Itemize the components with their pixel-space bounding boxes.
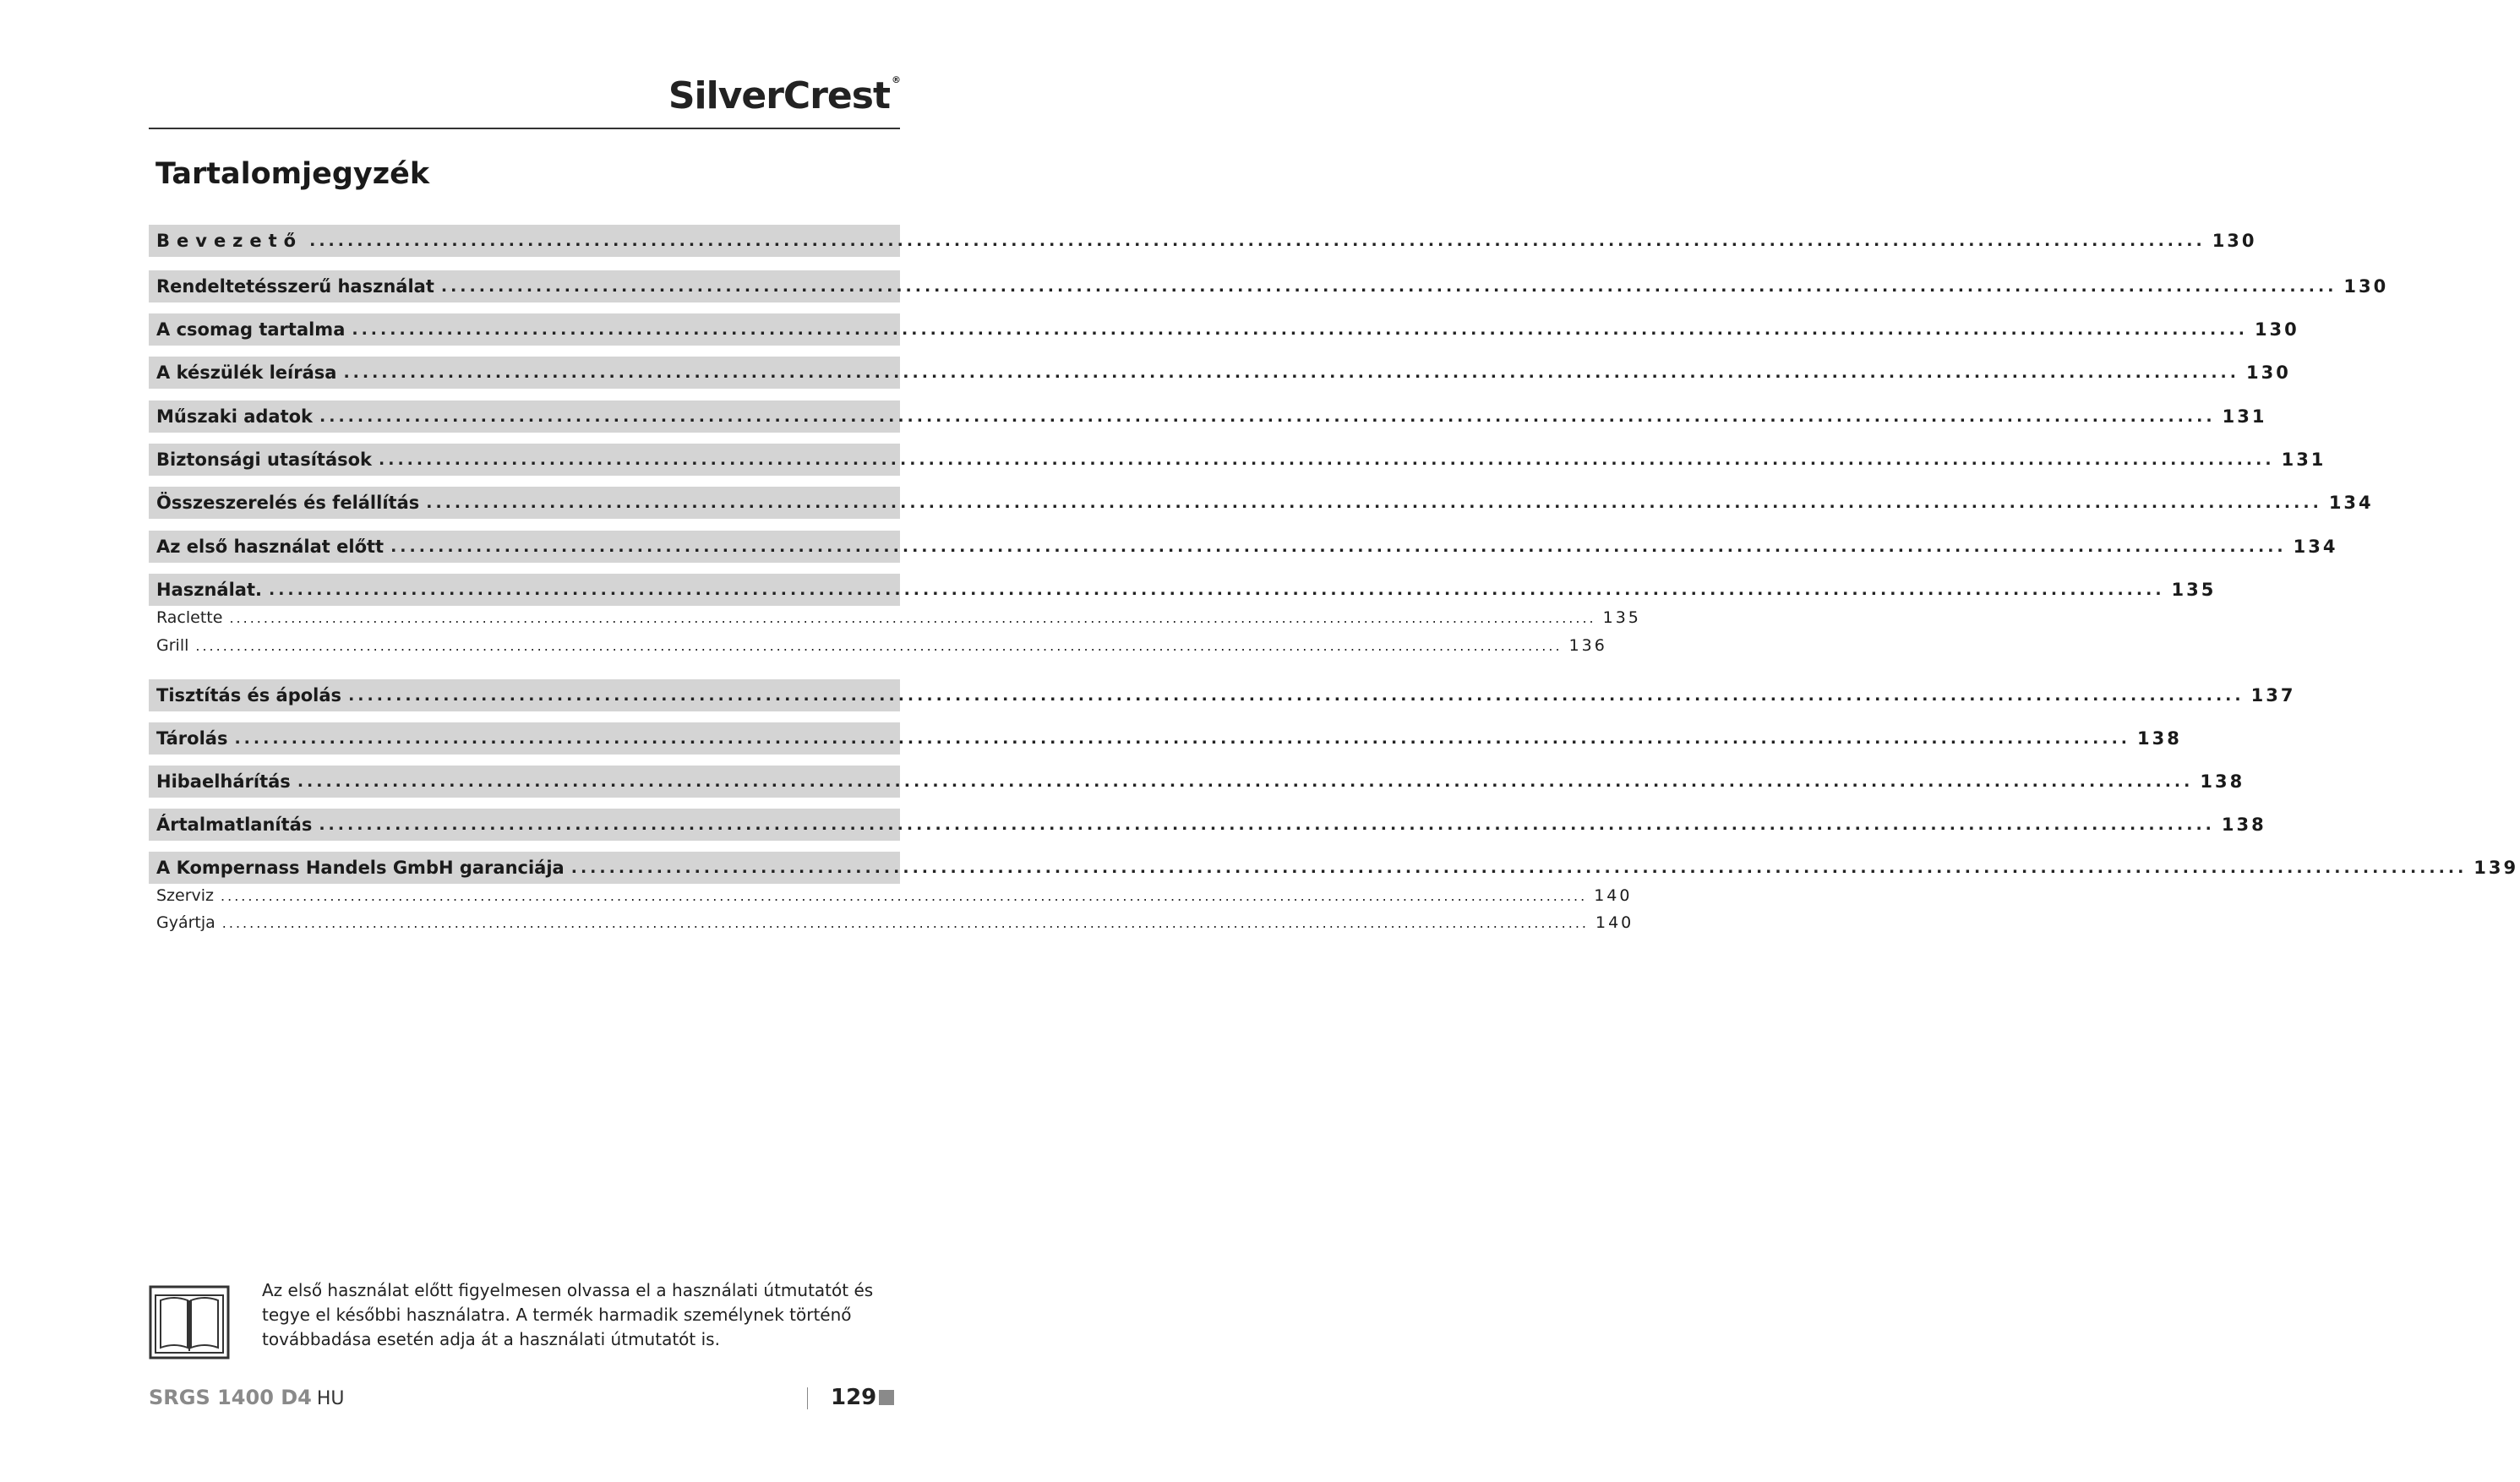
toc-entry-label: Tárolás	[156, 728, 228, 749]
footer-divider	[807, 1387, 808, 1409]
toc-entry-label: Ártalmatlanítás	[156, 815, 313, 835]
toc-entry-page: 130	[2212, 231, 2257, 251]
toc-entry-page: 138	[2200, 771, 2245, 792]
toc-subentry	[149, 909, 1634, 936]
reading-notice	[149, 1278, 909, 1363]
toc-entry-page: 130	[2246, 362, 2291, 383]
toc-leader-dots: ........................................................................................................................................................................................................	[343, 363, 2239, 382]
toc-entry-page: 130	[2343, 276, 2389, 297]
toc-entry-page: 138	[2137, 728, 2182, 749]
notice-text: Az első használat előtt figyelmesen olvassa el a használati útmutatót és tegye el későbbi használatra. A termék harmadik személynek történő továbbadása esetén adja át a használati útmutatót is.	[262, 1280, 874, 1349]
toc-entry-page: 135	[2171, 580, 2217, 600]
toc-entry-label: Grill	[156, 636, 189, 655]
toc-entry	[149, 444, 2326, 476]
footer-model	[149, 1386, 345, 1409]
toc-entry-label: Biztonsági utasítások	[156, 450, 373, 470]
toc-entry-page: 135	[1602, 608, 1641, 627]
page-marker	[879, 1390, 894, 1405]
toc-leader-dots: ........................................................................................................................................................................................................	[221, 914, 1589, 931]
toc-entry-label: Bevezető	[156, 231, 303, 251]
model-number: SRGS 1400 D4	[149, 1386, 312, 1409]
toc-leader-dots: ........................................................................................................................................................................................................	[268, 580, 2165, 599]
toc-entry-page: 140	[1594, 886, 1633, 905]
toc-entry	[149, 487, 2374, 519]
brand-logo	[668, 74, 900, 117]
toc-entry-page: 139	[2474, 858, 2519, 878]
header-rule	[149, 128, 900, 129]
toc-entry-page: 131	[2222, 406, 2267, 427]
toc-entry	[149, 809, 2266, 841]
toc-leader-dots: ........................................................................................................................................................................................................	[221, 887, 1588, 904]
toc-leader-dots: ........................................................................................................................................................................................................	[352, 320, 2248, 339]
toc-entry-page: 130	[2254, 319, 2299, 340]
toc-entry-page: 136	[1568, 636, 1607, 655]
toc-leader-dots: ........................................................................................................................................................................................................	[379, 450, 2275, 469]
toc-entry	[149, 574, 2217, 606]
toc-entry-label: Szerviz	[156, 886, 215, 905]
toc-entry	[149, 225, 2257, 257]
toc-entry-page: 140	[1595, 913, 1634, 932]
toc-entry-label: Összeszerelés és felállítás	[156, 493, 420, 513]
toc-entry-label: Gyártja	[156, 913, 215, 932]
toc-leader-dots: ........................................................................................................................................................................................................	[390, 537, 2287, 556]
toc-entry-label: Használat.	[156, 580, 262, 600]
toc-leader-dots: ........................................................................................................................................................................................................	[348, 686, 2245, 705]
toc-leader-dots: ........................................................................................................................................................................................................	[570, 858, 2468, 877]
toc-leader-dots: ........................................................................................................................................................................................................	[195, 637, 1563, 654]
toc-entry-page: 138	[2221, 815, 2266, 835]
toc-entry	[149, 679, 2296, 711]
toc-entry-label: A készülék leírása	[156, 362, 337, 383]
toc-subentry	[149, 882, 1633, 909]
toc-entry	[149, 766, 2245, 798]
toc-entry	[149, 357, 2291, 389]
toc-entry-label: Raclette	[156, 608, 223, 627]
toc-leader-dots: ........................................................................................................................................................................................................	[234, 729, 2131, 748]
toc-entry-label: Rendeltetésszerű használat	[156, 276, 434, 297]
language-code: HU	[316, 1388, 345, 1409]
toc-entry-page: 137	[2250, 685, 2296, 706]
toc-entry	[149, 400, 2267, 433]
toc-entry-label: Az első használat előtt	[156, 537, 385, 557]
book-icon	[149, 1285, 230, 1359]
page-number: 129	[831, 1385, 877, 1410]
toc-subentry	[149, 632, 1607, 659]
toc-leader-dots: ........................................................................................................................................................................................................	[229, 609, 1596, 626]
toc-entry	[149, 313, 2299, 346]
toc-entry-label: Műszaki adatok	[156, 406, 314, 427]
toc-entry-page: 134	[2328, 493, 2374, 513]
toc-entry-label: Tisztítás és ápolás	[156, 685, 342, 706]
toc-entry-label: Hibaelhárítás	[156, 771, 291, 792]
toc-entry-label: A Kompernass Handels GmbH garanciája	[156, 858, 565, 878]
toc-entry	[149, 722, 2182, 755]
toc-entry-page: 134	[2293, 537, 2338, 557]
toc-leader-dots: ........................................................................................................................................................................................................	[297, 772, 2194, 791]
toc-leader-dots: ........................................................................................................................................................................................................	[319, 815, 2215, 834]
page-title: Tartalomjegyzék	[155, 157, 430, 191]
toc-leader-dots: ........................................................................................................................................................................................................	[309, 232, 2206, 250]
toc-leader-dots: ........................................................................................................................................................................................................	[426, 493, 2322, 512]
toc-entry	[149, 852, 2519, 884]
toc-leader-dots: ........................................................................................................................................................................................................	[440, 277, 2337, 296]
brand-name: SilverCrest	[668, 74, 890, 117]
toc-subentry	[149, 604, 1641, 631]
registered-mark: ®	[892, 74, 900, 85]
toc-entry-page: 131	[2281, 450, 2326, 470]
toc-leader-dots: ........................................................................................................................................................................................................	[319, 407, 2216, 426]
toc-entry	[149, 531, 2338, 563]
toc-entry-label: A csomag tartalma	[156, 319, 346, 340]
toc-entry	[149, 270, 2389, 302]
